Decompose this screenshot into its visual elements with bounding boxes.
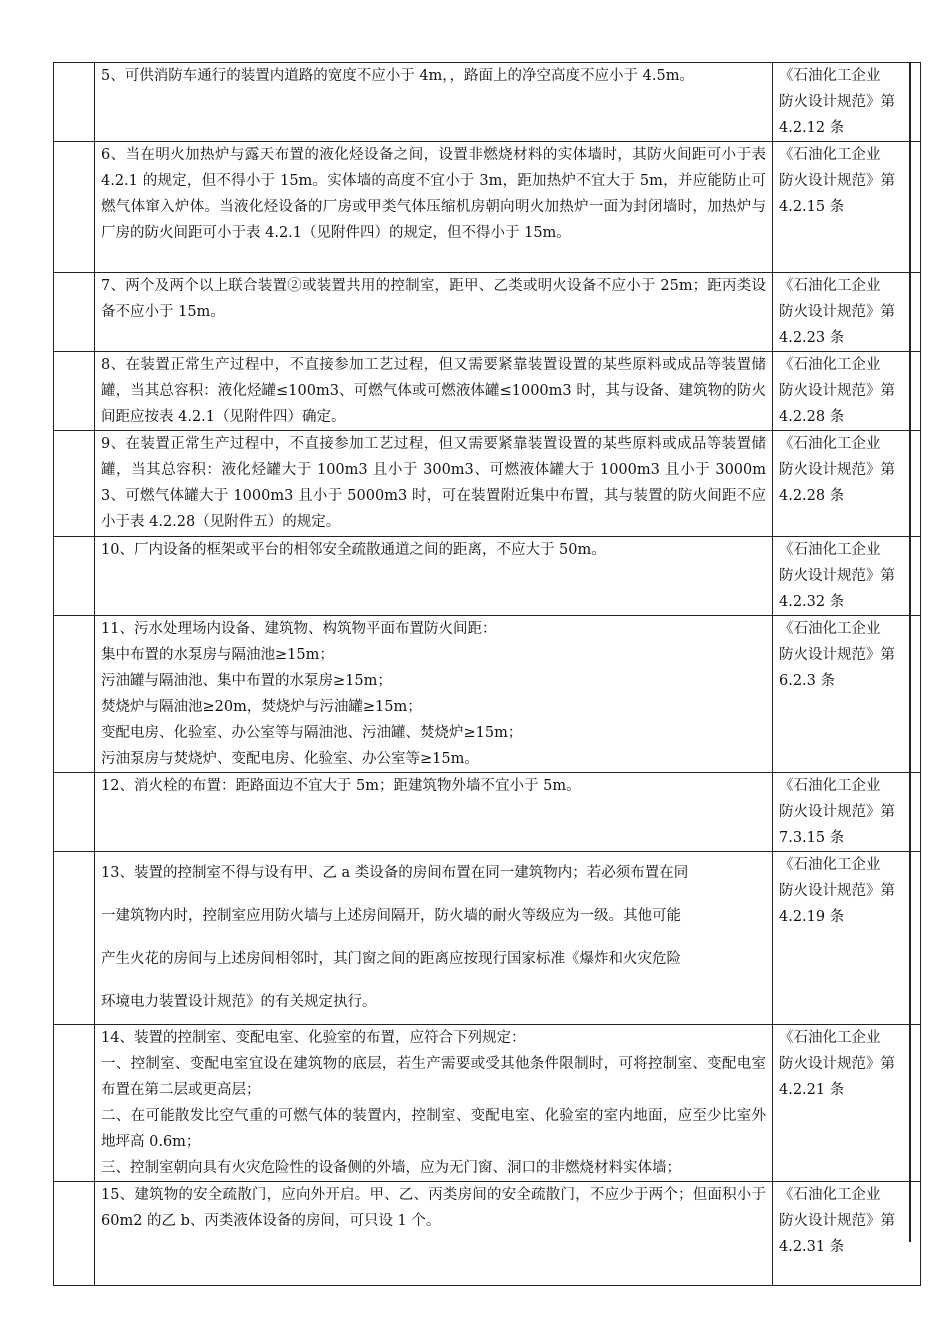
reference-text: 《石油化工企业 bbox=[779, 68, 881, 84]
requirement-text: 一建筑物内时，控制室应用防火墙与上述房间隔开，防火墙的耐火等级应为一级。其他可能 bbox=[101, 908, 681, 924]
table-row bbox=[54, 63, 921, 142]
table-row bbox=[54, 352, 921, 431]
blank-index-cell bbox=[54, 273, 95, 352]
blank-index-cell bbox=[54, 1025, 95, 1182]
requirement-text: 5、可供消防车通行的装置内道路的宽度不应小于 4m，，路面上的净空高度不应小于 4.5m。 bbox=[101, 68, 694, 84]
reference-text: 防火设计规范》第 bbox=[779, 173, 895, 189]
requirement-cell bbox=[95, 537, 773, 616]
fire-safety-spec-table bbox=[53, 62, 921, 1286]
reference-text: 防火设计规范》第 bbox=[779, 462, 895, 478]
reference-text: 防火设计规范》第 bbox=[779, 383, 895, 399]
reference-text: 防火设计规范》第 bbox=[779, 1056, 895, 1072]
reference-cell bbox=[773, 852, 921, 1025]
reference-text: 防火设计规范》第 bbox=[779, 883, 895, 899]
reference-text: 4.2.21 条 bbox=[779, 1082, 845, 1098]
requirement-cell bbox=[95, 142, 773, 273]
table-row bbox=[54, 273, 921, 352]
document-page bbox=[53, 62, 909, 1286]
reference-text: 4.2.32 条 bbox=[779, 594, 845, 610]
reference-text: 《石油化工企业 bbox=[779, 542, 881, 558]
requirement-text: 8、在装置正常生产过程中，不直接参加工艺过程，但又需要紧靠装置设置的某些原料或成品等装置储罐，当其总容积：液化烃罐≤100m3、可燃气体或可燃液体罐≤1000m3 时，其与设备、建筑物的防火间距应按表 4.2.1（见附件四）确定。 bbox=[101, 357, 766, 425]
blank-index-cell bbox=[54, 352, 95, 431]
reference-text: 4.2.19 条 bbox=[779, 909, 845, 925]
requirement-cell bbox=[95, 352, 773, 431]
requirement-cell bbox=[95, 63, 773, 142]
reference-text: 4.2.28 条 bbox=[779, 488, 845, 504]
reference-text: 《石油化工企业 bbox=[779, 357, 881, 373]
table-row bbox=[54, 773, 921, 852]
reference-text: 4.2.23 条 bbox=[779, 330, 845, 346]
requirement-text: 6、当在明火加热炉与露天布置的液化烃设备之间，设置非燃烧材料的实体墙时，其防火间距可小于表 4.2.1 的规定，但不得小于 15m。实体墙的高度不宜小于 3m，距加热炉不宜大于 5m，并应能防止可燃气体窜入炉体。当液化烃设备的厂房或甲类气体压缩机房朝向明火加热炉一面为封闭墙时，加热炉与厂房的防火间距可小于表 4.2.1（见附件四）的规定，但不得小于 15m。 bbox=[101, 147, 771, 241]
requirement-text: 污油泵房与焚烧炉、变配电房、化验室、办公室等≥15m。 bbox=[101, 751, 479, 767]
reference-cell bbox=[773, 773, 921, 852]
requirement-text: 9、在装置正常生产过程中，不直接参加工艺过程，但又需要紧靠装置设置的某些原料或成品等装置储罐，当其总容积：液化烃罐大于 100m3 且小于 300m3、可燃液体罐大于 1000m3 且小于 3000m3、可燃气体罐大于 1000m3 且小于 5000m3 时，可在装置附近集中布置，其与装置的防火间距不应小于表 4.2.28（见附件五）的规定。 bbox=[101, 436, 766, 530]
reference-text: 防火设计规范》第 bbox=[779, 568, 895, 584]
blank-index-cell bbox=[54, 537, 95, 616]
reference-text: 防火设计规范》第 bbox=[779, 1213, 895, 1229]
reference-text: 4.2.15 条 bbox=[779, 199, 845, 215]
reference-text: 《石油化工企业 bbox=[779, 436, 881, 452]
blank-index-cell bbox=[54, 773, 95, 852]
reference-text: 《石油化工企业 bbox=[779, 857, 881, 873]
requirement-cell bbox=[95, 616, 773, 773]
requirement-text: 13、装置的控制室不得与设有甲、乙 a 类设备的房间布置在同一建筑物内；若必须布置在同 bbox=[101, 865, 689, 881]
requirement-cell bbox=[95, 852, 773, 1025]
requirement-text: 14、装置的控制室、变配电室、化验室的布置，应符合下列规定： bbox=[101, 1030, 526, 1046]
reference-cell bbox=[773, 142, 921, 273]
requirement-text: 一、控制室、变配电室宜设在建筑物的底层，若生产需要或受其他条件限制时，可将控制室、变配电室布置在第二层或更高层； bbox=[101, 1056, 766, 1098]
requirement-text: 三、控制室朝向具有火灾危险性的设备侧的外墙，应为无门窗、洞口的非燃烧材料实体墙； bbox=[101, 1160, 681, 1176]
reference-cell bbox=[773, 1025, 921, 1182]
requirement-text: 产生火花的房间与上述房间相邻时，其门窗之间的距离应按现行国家标准《爆炸和火灾危险 bbox=[101, 951, 681, 967]
reference-text: 6.2.3 条 bbox=[779, 673, 836, 689]
requirement-cell bbox=[95, 431, 773, 537]
reference-text: 7.3.15 条 bbox=[779, 830, 845, 846]
requirement-text: 15、建筑物的安全疏散门，应向外开启。甲、乙、丙类房间的安全疏散门，不应少于两个；但面积小于 60m2 的乙 b、丙类液体设备的房间，可只设 1 个。 bbox=[101, 1187, 771, 1229]
reference-text: 防火设计规范》第 bbox=[779, 94, 895, 110]
blank-index-cell bbox=[54, 616, 95, 773]
table-row bbox=[54, 431, 921, 537]
requirement-cell bbox=[95, 273, 773, 352]
reference-text: 4.2.28 条 bbox=[779, 409, 845, 425]
blank-index-cell bbox=[54, 63, 95, 142]
requirement-text: 环境电力装置设计规范》的有关规定执行。 bbox=[101, 994, 377, 1010]
requirement-text: 焚烧炉与隔油池≥20m，焚烧炉与污油罐≥15m； bbox=[101, 699, 422, 715]
blank-index-cell bbox=[54, 431, 95, 537]
table-row bbox=[54, 1025, 921, 1182]
reference-cell bbox=[773, 1182, 921, 1286]
reference-text: 《石油化工企业 bbox=[779, 621, 881, 637]
reference-text: 《石油化工企业 bbox=[779, 1187, 881, 1203]
reference-cell bbox=[773, 352, 921, 431]
table-body bbox=[54, 63, 921, 1286]
reference-cell bbox=[773, 616, 921, 773]
table-right-border bbox=[909, 62, 911, 1242]
reference-text: 《石油化工企业 bbox=[779, 278, 881, 294]
table-row bbox=[54, 537, 921, 616]
reference-text: 《石油化工企业 bbox=[779, 1030, 881, 1046]
requirement-text: 变配电房、化验室、办公室等与隔油池、污油罐、焚烧炉≥15m； bbox=[101, 725, 523, 741]
requirement-cell bbox=[95, 773, 773, 852]
reference-text: 《石油化工企业 bbox=[779, 147, 881, 163]
requirement-cell bbox=[95, 1025, 773, 1182]
reference-cell bbox=[773, 63, 921, 142]
reference-text: 4.2.31 条 bbox=[779, 1239, 845, 1255]
requirement-text: 污油罐与隔油池、集中布置的水泵房≥15m； bbox=[101, 673, 392, 689]
requirement-text: 二、在可能散发比空气重的可燃气体的装置内，控制室、变配电室、化验室的室内地面，应至少比室外地坪高 0.6m； bbox=[101, 1108, 766, 1150]
reference-text: 4.2.12 条 bbox=[779, 120, 845, 136]
requirement-text: 12、消火栓的布置：距路面边不宜大于 5m；距建筑物外墙不宜小于 5m。 bbox=[101, 778, 581, 794]
blank-index-cell bbox=[54, 142, 95, 273]
reference-cell bbox=[773, 431, 921, 537]
reference-text: 《石油化工企业 bbox=[779, 778, 881, 794]
requirement-cell bbox=[95, 1182, 773, 1286]
table-row bbox=[54, 142, 921, 273]
reference-cell bbox=[773, 273, 921, 352]
reference-cell bbox=[773, 537, 921, 616]
table-row bbox=[54, 616, 921, 773]
reference-text: 防火设计规范》第 bbox=[779, 647, 895, 663]
reference-text: 防火设计规范》第 bbox=[779, 804, 895, 820]
requirement-text: 集中布置的水泵房与隔油池≥15m； bbox=[101, 647, 334, 663]
table-row bbox=[54, 1182, 921, 1286]
blank-index-cell bbox=[54, 852, 95, 1025]
table-row bbox=[54, 852, 921, 1025]
blank-index-cell bbox=[54, 1182, 95, 1286]
reference-text: 防火设计规范》第 bbox=[779, 304, 895, 320]
requirement-text: 7、两个及两个以上联合装置②或装置共用的控制室，距甲、乙类或明火设备不应小于 25m；距丙类设备不应小于 15m。 bbox=[101, 278, 766, 320]
requirement-text: 11、污水处理场内设备、建筑物、构筑物平面布置防火间距： bbox=[101, 621, 497, 637]
requirement-text: 10、厂内设备的框架或平台的相邻安全疏散通道之间的距离，不应大于 50m。 bbox=[101, 542, 606, 558]
